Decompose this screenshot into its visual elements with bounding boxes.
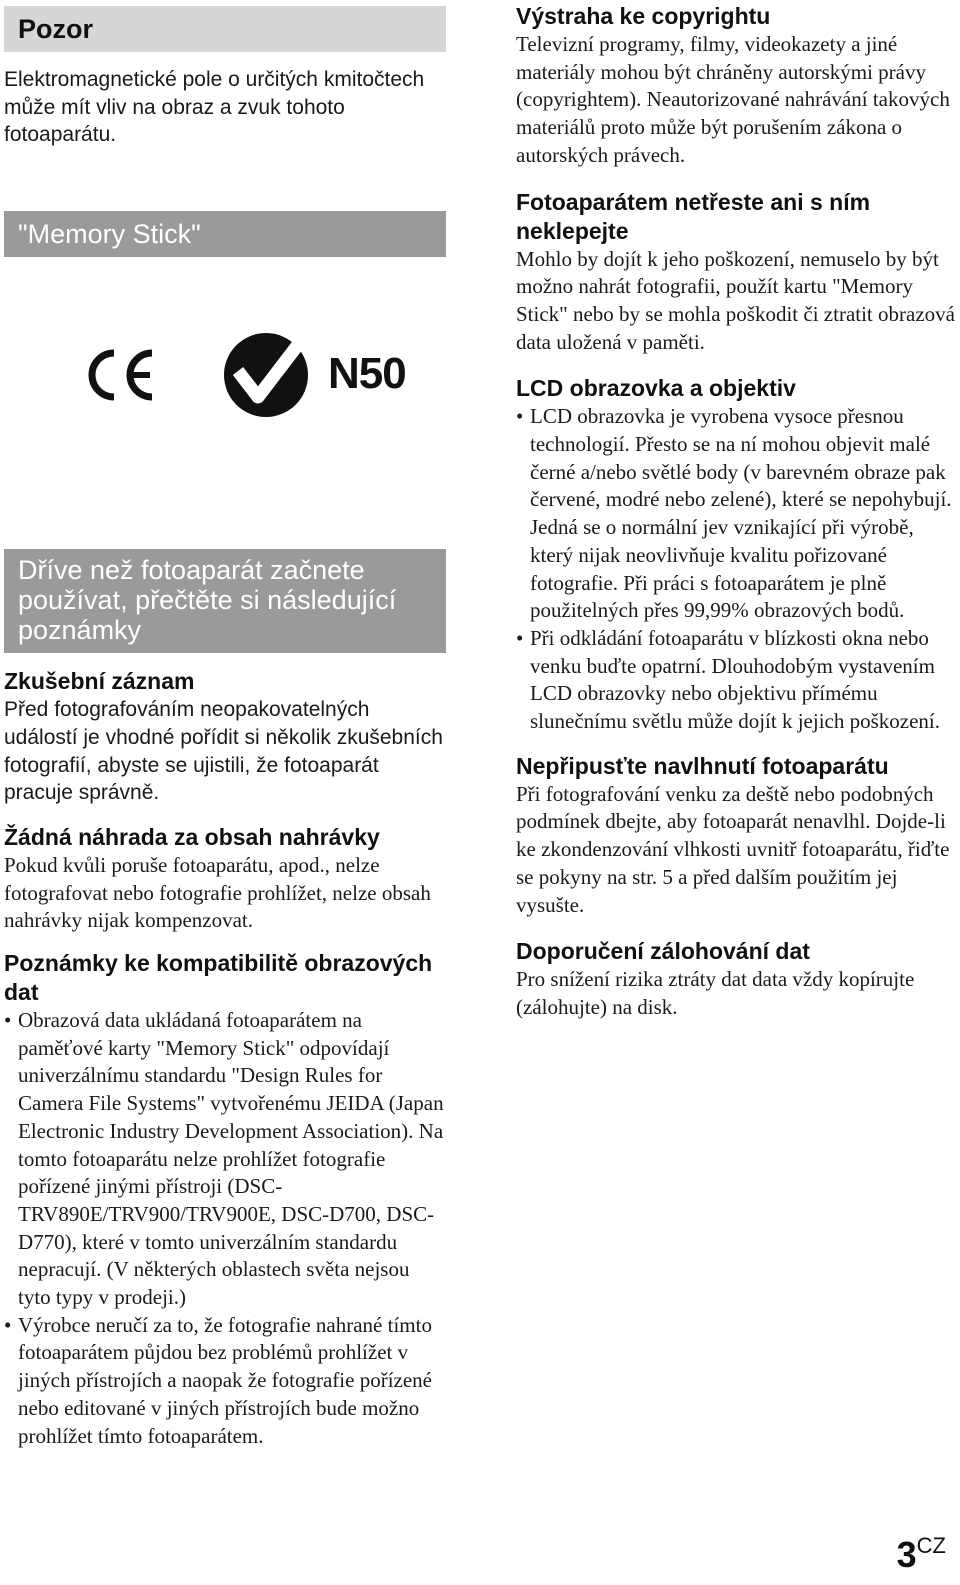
backup-section (516, 937, 956, 1021)
before-use-title: Dříve než fotoaparát začnete používat, přečtěte si následující poznámky (18, 555, 397, 646)
list-item: • Výrobce neručí za to, že fotografie nahrané tímto fotoaparátem půjdou bez problémů prohlížet v jiných přístrojích a naopak že fotografie pořízené nebo editované v jiných přístrojích bude možno prohlížet tímto fotoaparátem. (4, 1312, 446, 1451)
moisture-text: Při fotografování venku za deště nebo podobných podmínek dbejte, aby fotoaparát nenavlhl. Dojde-li ke zkondenzování vlhkosti uvnitř fotoaparátu, řiďte se pokyny na str. 5 a před dalším použitím jej vysušte. (516, 781, 950, 917)
page-number-value: 3 (896, 1534, 917, 1575)
list-item: • Obrazová data ukládaná fotoaparátem na paměťové karty "Memory Stick" odpovídají univerzálnímu standardu "Design Rules for Camera File Systems" vytvořenému JEIDA (Japan Electronic Industry Development Association). Na tomto fotoaparátu nelze prohlížet fotografie pořízené jinými přístroji (DSC-TRV890E/TRV900/TRV900E, DSC-D700, DSC-D770), které v tomto univerzálním standardu nepracují. (V některých oblastech světa nejsou tyto typy v prodeji.) (4, 1007, 446, 1312)
memory-stick-title: "Memory Stick" (18, 219, 201, 250)
pozor-title: Pozor (18, 14, 94, 44)
right-column (516, 0, 956, 1022)
compatibility-heading: Poznámky ke kompatibilitě obrazových dat (4, 950, 433, 1006)
n50-logo-text: N50 (328, 349, 406, 399)
page-language-code: CZ (916, 1533, 946, 1558)
bullet-icon: • (4, 1312, 12, 1337)
test-shot-text: Před fotografováním neopakovatelných událostí je vhodné pořídit si několik zkušebních fotografií, abyste se ujistili, že fotoaparát pracuje správně. (4, 698, 443, 805)
ce-mark-icon (80, 347, 162, 403)
no-shake-text: Mohlo by dojít k jeho poškození, nemuselo by být možno nahrát fotografii, použít kartu "Memory Stick" nebo by se mohla poškodit či ztratit obrazová data uložená v paměti. (516, 246, 955, 354)
test-shot-heading: Zkušební záznam (4, 668, 195, 695)
list-item: • LCD obrazovka je vyrobena vysoce přesnou technologií. Přesto se na ní mohou objevit malé černé a/nebo světlé body (v barevném obraze pak červené, modré nebo zelené), které se nepohybují. Jedná se o normální jev vznikající při výrobě, který nijak neovlivňuje kvalitu pořizované fotografie. Při práci s fotoaparátem je plně použitelných přes 99,99% obrazových bodů. (516, 403, 956, 625)
list-item: • Při odkládání fotoaparátu v blízkosti okna nebo venku buďte opatrní. Dlouhodobým vystavením LCD obrazovky nebo objektivu přímému slunečnímu světlu může dojít k jejich poškození. (516, 625, 956, 736)
bullet-icon: • (4, 1008, 12, 1033)
no-compensation-section (4, 823, 446, 935)
compatibility-section (4, 949, 446, 1450)
left-column (4, 0, 446, 1450)
copyright-heading: Výstraha ke copyrightu (516, 3, 771, 29)
moisture-heading: Nepřipusťte navlhnutí fotoaparátu (516, 752, 889, 779)
backup-text: Pro snížení rizika ztráty dat data vždy kopírujte (zálohujte) na disk. (516, 967, 915, 1019)
moisture-section (516, 752, 956, 920)
no-shake-section (516, 188, 956, 357)
pozor-text: Elektromagnetické pole o určitých kmitočtech může mít vliv na obraz a zvuk tohoto fotoaparátu. (4, 68, 425, 147)
pozor-header (4, 6, 446, 52)
no-compensation-text: Pokud kvůli poruše fotoaparátu, apod., nelze fotografovat nebo fotografie prohlížet, nelze obsah nahrávky nijak kompenzovat. (4, 852, 431, 933)
memory-stick-header (4, 211, 446, 257)
page-number (897, 1533, 946, 1576)
no-compensation-heading: Žádná náhrada za obsah nahrávky (4, 823, 380, 850)
before-use-header (4, 549, 446, 653)
bullet-icon: • (516, 625, 524, 650)
backup-heading: Doporučení zálohování dat (516, 938, 810, 965)
c-tick-mark-icon (218, 323, 318, 423)
test-shot-section (4, 667, 446, 807)
no-shake-heading: Fotoaparátem netřeste ani s ním neklepejte (516, 188, 871, 244)
copyright-section (516, 2, 956, 170)
lcd-heading: LCD obrazovka a objektiv (516, 375, 796, 402)
copyright-text: Televizní programy, filmy, videokazety a jiné materiály mohou být chráněny autorskými právy (copyrightem). Neautorizované nahrávání takových materiálů proto může být porušením zákona o autorských právech. (516, 32, 950, 167)
certification-logos (4, 323, 446, 453)
lcd-section (516, 374, 956, 735)
bullet-icon: • (516, 404, 524, 429)
